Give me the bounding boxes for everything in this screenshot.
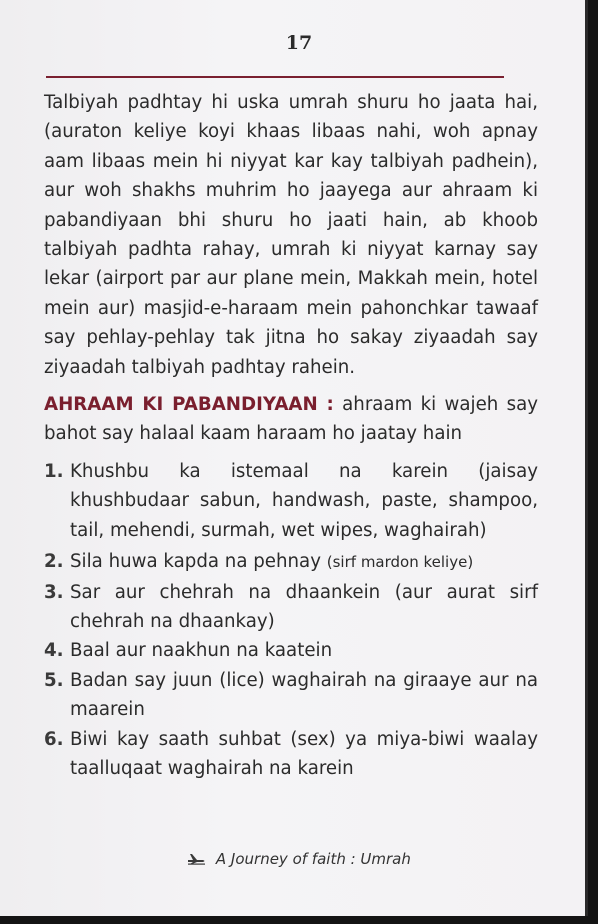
section-heading: AHRAAM KI PABANDIYAAN : (44, 394, 334, 416)
list-text: Biwi kay saath suhbat (sex) ya miya-biwi waalay taalluqaat waghairah na karein (70, 728, 538, 779)
list-text: Khushbu ka istemaal na karein (jaisay khushbudaar sabun, handwash, paste, shampoo, tail, mehendi, surmah, wet wipes, waghairah) (70, 460, 538, 541)
list-note: (sirf mardon keliye) (326, 553, 474, 572)
list-item (44, 725, 538, 784)
restrictions-paragraph (44, 390, 538, 449)
list-text: Baal aur naakhun na kaatein (70, 640, 333, 662)
list-text: Sar aur chehrah na dhaankein (aur aurat sirf chehrah na dhaankay) (70, 581, 538, 632)
section-text: ahraam ki wajeh say bahot say halaal kaam haraam ho jaatay hain (44, 394, 538, 445)
list-number: 3. (44, 581, 64, 603)
restrictions-list (44, 457, 538, 783)
list-text: Sila huwa kapda na pehnay (70, 551, 321, 573)
header-rule (46, 76, 504, 78)
list-item (44, 636, 538, 665)
list-text: Badan say juun (lice) waghairah na giraaye aur na maarein (70, 669, 538, 721)
list-number: 6. (44, 728, 64, 750)
list-number: 2. (44, 551, 64, 573)
airplane-icon (187, 851, 207, 869)
list-item (44, 547, 538, 577)
page-content (44, 88, 538, 783)
list-item (44, 666, 538, 725)
list-number: 1. (44, 460, 64, 482)
list-number: 4. (44, 640, 64, 662)
footer-title: A Journey of faith : Umrah (215, 850, 411, 868)
intro-paragraph: Talbiyah padhtay hi uska umrah shuru ho jaata hai, (auraton keliye koyi khaas libaas nahi, woh apnay aam libaas mein hi niyyat kar kay talbiyah padhein), aur woh shakhs muhrim ho jaayega aur ahraam ki pabandiyaan bhi shuru ho jaati hain, ab khoob talbiyah padhta rahay, umrah ki niyyat karnay say lekar (airport par aur plane mein, Makkah mein, hotel mein aur) masjid-e-haraam mein pahonchkar tawaaf say pehlay-pehlay tak jitna ho sakay ziyaadah say ziyaadah talbiyah padhtay rahein. (44, 92, 538, 378)
page-footer (0, 850, 598, 869)
list-item (44, 578, 538, 637)
list-number: 5. (44, 669, 64, 691)
page-number: 17 (285, 32, 313, 54)
list-item (44, 457, 538, 545)
